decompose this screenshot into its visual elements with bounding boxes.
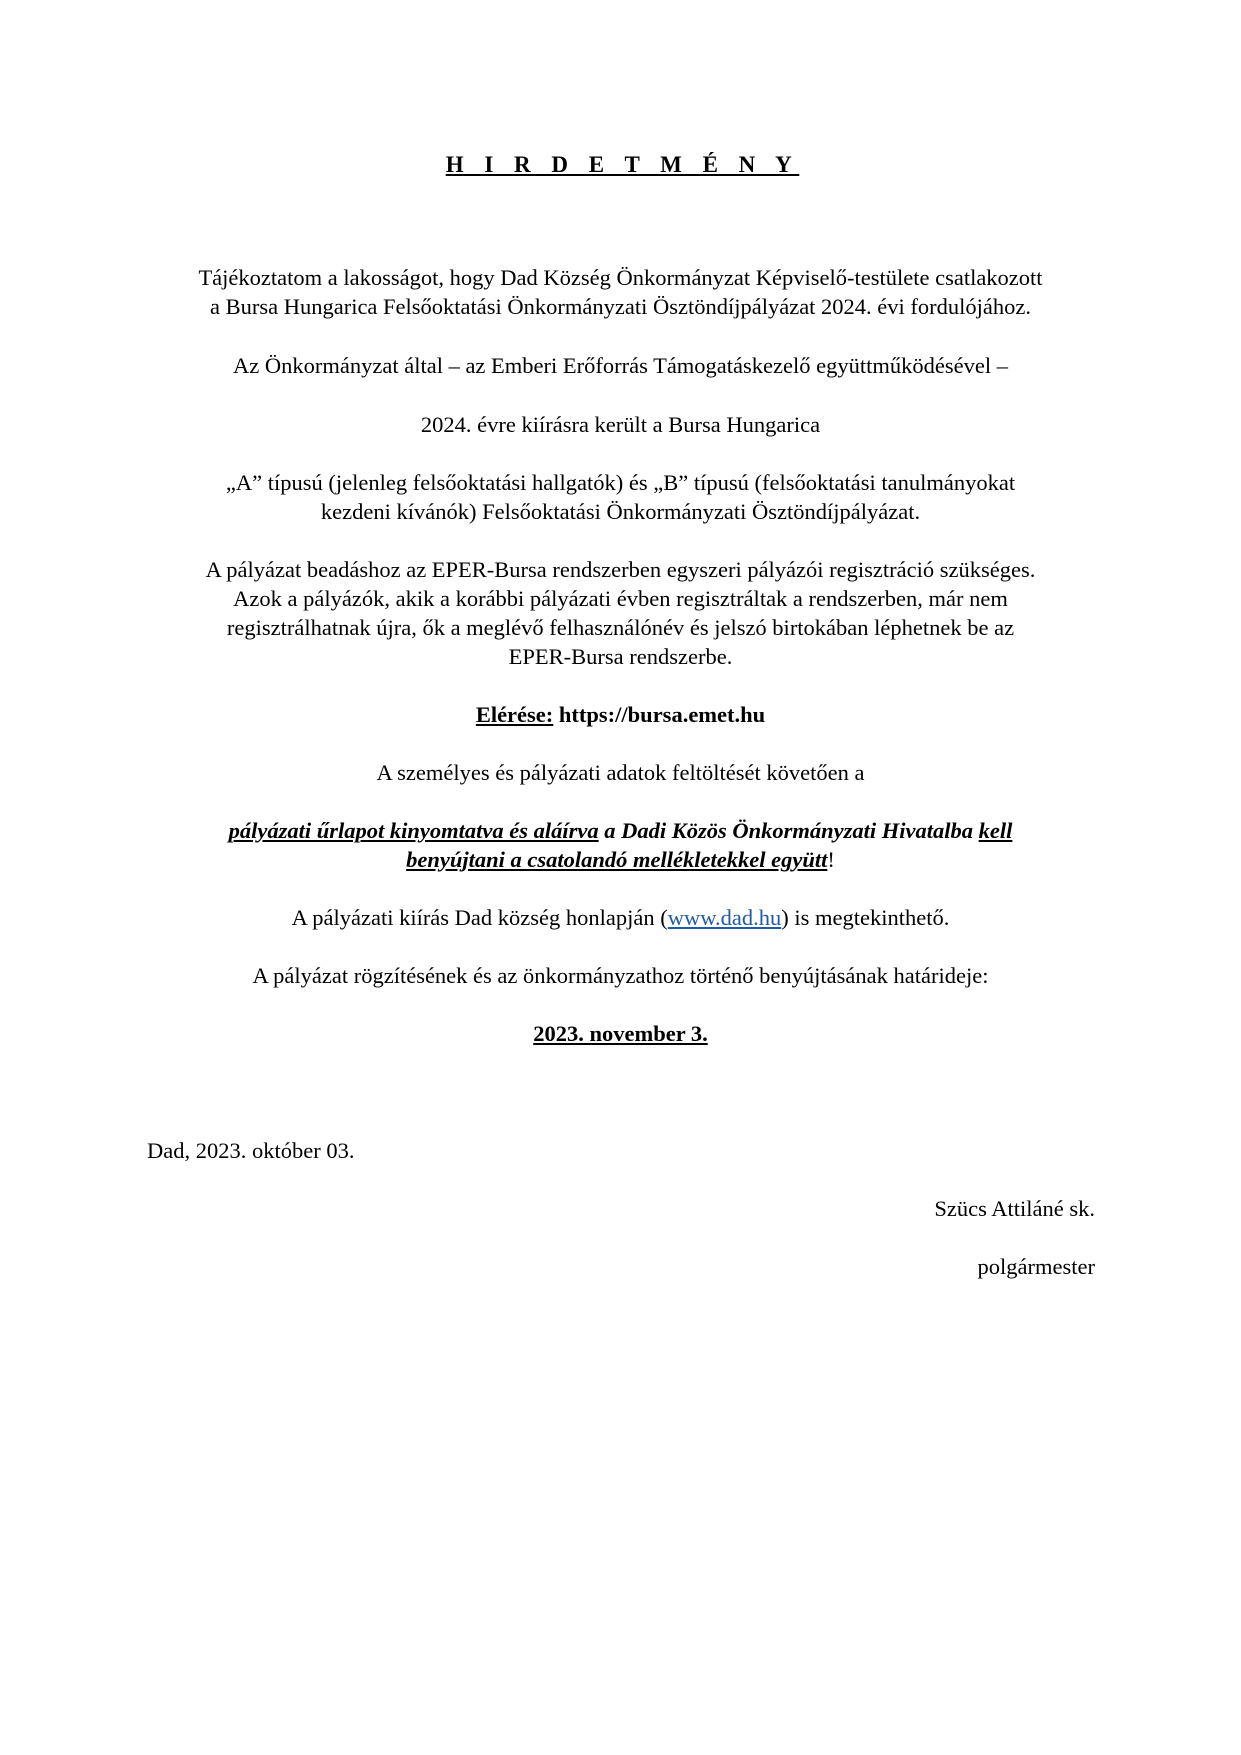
access-paragraph — [0, 700, 1241, 729]
submission-exclamation: ! — [827, 847, 835, 872]
upload-paragraph — [0, 758, 1241, 787]
types-line-2: kezdeni kívánók) Felsőoktatási Önkormányzati Ösztöndíjpályázat. — [320, 499, 921, 524]
website-text-after: ) is megtekinthető. — [781, 905, 950, 930]
access-label: Elérése: — [475, 702, 554, 727]
registration-paragraph — [0, 555, 1241, 671]
upload-line: A személyes és pályázati adatok feltöltését követően a — [376, 760, 865, 785]
website-text-before: A pályázati kiírás Dad község honlapján ( — [291, 905, 668, 930]
submission-paragraph — [0, 816, 1241, 874]
signer-title: polgármester — [977, 1254, 1095, 1279]
registration-line-1: A pályázat beadáshoz az EPER-Bursa rendszerben egyszeri pályázói regisztráció szükséges. — [205, 557, 1036, 582]
deadline-date: 2023. november 3. — [533, 1021, 708, 1046]
cooperation-paragraph — [0, 351, 1241, 380]
access-url: https://bursa.emet.hu — [558, 702, 766, 727]
submission-must-word: kell — [978, 818, 1013, 843]
registration-line-4: EPER-Bursa rendszerbe. — [508, 644, 733, 669]
registration-line-3: regisztrálhatnak újra, ők a meglévő felhasználónév és jelszó birtokában léphetnek be az — [226, 615, 1015, 640]
deadline-date-paragraph — [0, 1019, 1241, 1048]
announcement-paragraph — [0, 410, 1241, 439]
intro-paragraph — [0, 263, 1241, 321]
website-link[interactable]: www.dad.hu — [667, 905, 782, 930]
announcement-line: 2024. évre kiírásra került a Bursa Hungarica — [420, 412, 821, 437]
signer-name: Szücs Attiláné sk. — [934, 1196, 1095, 1221]
deadline-paragraph — [0, 961, 1241, 990]
registration-line-2: Azok a pályázók, akik a korábbi pályázati évben regisztráltak a rendszerben, már nem — [233, 586, 1008, 611]
page-title: H I R D E T M É N Y — [445, 152, 800, 177]
intro-line-1: Tájékoztatom a lakosságot, hogy Dad Község Önkormányzat Képviselő-testülete csatlakozott — [198, 265, 1043, 290]
cooperation-line: Az Önkormányzat által – az Emberi Erőforrás Támogatáskezelő együttműködésével – — [233, 353, 1008, 378]
submission-form-phrase: pályázati űrlapot kinyomtatva és aláírva — [228, 818, 599, 843]
types-line-1: „A” típusú (jelenleg felsőoktatási hallgatók) és „B” típusú (felsőoktatási tanulmányokat — [225, 470, 1016, 495]
website-paragraph — [0, 903, 1241, 932]
place-and-date: Dad, 2023. október 03. — [147, 1138, 355, 1163]
deadline-text: A pályázat rögzítésének és az önkormányzathoz történő benyújtásának határideje: — [252, 963, 989, 988]
types-paragraph — [0, 468, 1241, 526]
intro-line-2: a Bursa Hungarica Felsőoktatási Önkormányzati Ösztöndíjpályázat 2024. évi fordulójához. — [209, 294, 1032, 319]
submission-attachments-phrase: benyújtani a csatolandó mellékletekkel együtt — [406, 847, 828, 872]
submission-office-phrase: a Dadi Közös Önkormányzati Hivatalba — [598, 818, 979, 843]
